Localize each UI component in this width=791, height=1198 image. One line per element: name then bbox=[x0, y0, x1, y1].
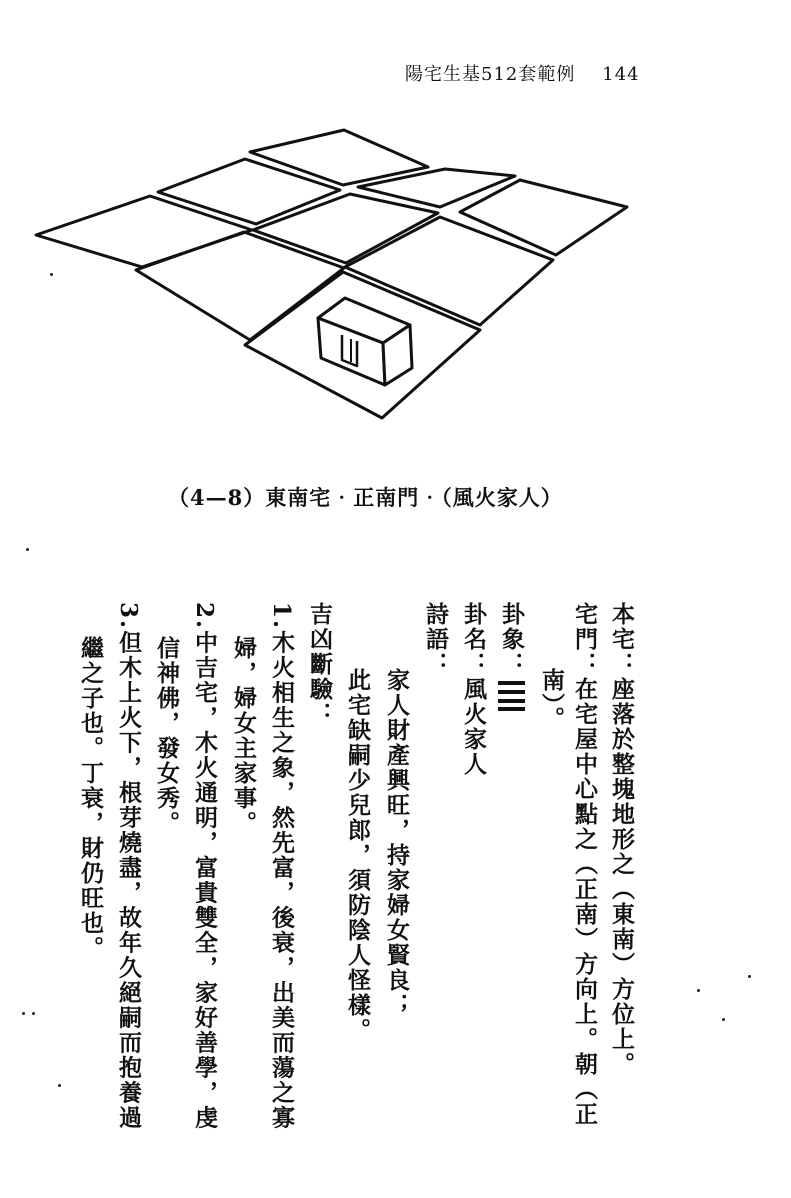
column-text: 風火家人 bbox=[460, 677, 487, 777]
speck bbox=[697, 989, 700, 992]
column-text: 家人財產興旺，持家婦女賢良； bbox=[383, 668, 410, 1018]
column-text: 南）。 bbox=[538, 668, 565, 732]
speck bbox=[26, 548, 29, 551]
text-column bbox=[232, 636, 255, 836]
diagram-caption: （4—8）東南宅‧正南門‧（風火家人） bbox=[168, 485, 563, 510]
text-column bbox=[308, 602, 331, 727]
text-column bbox=[79, 636, 102, 961]
column-heading: 3. bbox=[115, 602, 142, 631]
text-column bbox=[346, 668, 369, 1043]
text-column bbox=[385, 668, 408, 1018]
column-text: 婦，婦女主家事。 bbox=[230, 636, 257, 836]
grid-cell-east bbox=[460, 180, 627, 255]
book-title: 陽宅生基512套範例 bbox=[405, 64, 576, 85]
text-column bbox=[155, 636, 178, 836]
grid-cell-northwest bbox=[158, 159, 340, 224]
grid-cell-center bbox=[253, 194, 438, 263]
text-column bbox=[270, 602, 293, 1130]
speck bbox=[50, 273, 53, 276]
speck bbox=[22, 1012, 25, 1015]
text-column bbox=[462, 602, 485, 777]
text-column bbox=[424, 602, 447, 677]
column-text: 信神佛，發女秀。 bbox=[153, 636, 180, 836]
column-heading: 卦名： bbox=[460, 602, 487, 677]
column-text: 但木上火下，根芽燒盡，故年久絕嗣而抱養過 bbox=[115, 630, 142, 1131]
column-text: 在宅屋中心點之（正南）方向上。朝（正 bbox=[571, 677, 598, 1127]
column-heading: 1. bbox=[268, 602, 295, 631]
column-text: 中吉宅，木火通明，富貴雙全，家好善學，虔 bbox=[191, 630, 218, 1131]
text-column bbox=[540, 668, 563, 732]
column-text: 此宅缺嗣少兒郎，須防陰人怪樣。 bbox=[344, 668, 371, 1043]
speck bbox=[32, 1012, 35, 1015]
column-heading: 卦象： bbox=[498, 602, 525, 677]
column-heading: 2. bbox=[191, 602, 218, 631]
text-column bbox=[117, 602, 140, 1130]
column-heading: 詩語： bbox=[422, 602, 449, 677]
speck bbox=[722, 1018, 725, 1021]
column-heading: 吉凶斷驗： bbox=[306, 602, 333, 727]
text-column bbox=[573, 602, 596, 1127]
page-number: 144 bbox=[602, 64, 640, 85]
text-column bbox=[610, 602, 633, 1077]
site-grid-diagram bbox=[0, 0, 791, 470]
text-column bbox=[193, 602, 216, 1130]
column-text: 木火相生之象，然先富，後衰，出美而蕩之寡 bbox=[268, 630, 295, 1131]
column-text: 座落於整塊地形之（東南）方位上。 bbox=[608, 677, 635, 1077]
grid-cell-southwest bbox=[136, 232, 344, 340]
column-text: 繼之子也。丁衰，財仍旺也。 bbox=[77, 636, 104, 961]
column-heading: 本宅： bbox=[608, 602, 635, 677]
text-column bbox=[500, 602, 523, 681]
grid-cell-west bbox=[36, 196, 252, 267]
column-heading: 宅門： bbox=[571, 602, 598, 677]
speck bbox=[748, 975, 751, 978]
speck bbox=[58, 1084, 61, 1087]
house-icon bbox=[318, 298, 412, 385]
grid-cell-southeast bbox=[345, 217, 553, 325]
